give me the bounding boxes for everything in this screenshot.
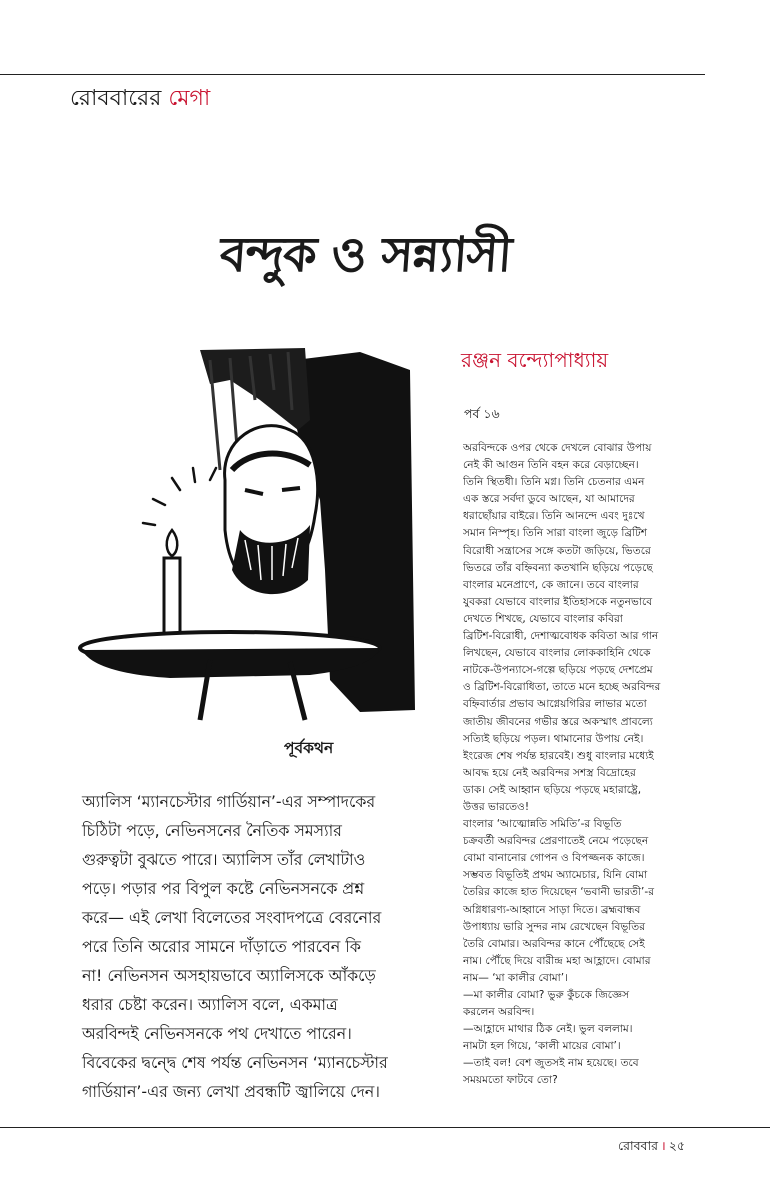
body-line: নামটা হল গিয়ে, ‘কালী মায়ের বোমা’। (463, 1040, 621, 1053)
body-line: তিনি স্থিতধী। তিনি মগ্ন। তিনি চেতনার এমন (463, 476, 645, 489)
body-line: বাংলার মনেপ্রাণে, কে জানে। তবে বাংলার (463, 578, 639, 591)
body-line: যুবকরা যেভাবে বাংলার ইতিহাসকে নতুনভাবে (463, 595, 653, 608)
body-line: অরবিন্দকে ওপর থেকে দেখলে বোঝার উপায় (463, 442, 652, 454)
body-line: ভিতরে তাঁর বহ্নিবন্যা কতখানি ছড়িয়ে পড়েছে (463, 561, 653, 574)
top-rule (0, 74, 705, 75)
body-line: ও ব্রিটিশ-বিরোধিতা, তাতে মনে হচ্ছে অরবিন্দর (463, 681, 661, 694)
body-line: তৈরি বোমার। অরবিন্দর কানে পৌঁছেছে সেই (463, 937, 645, 950)
prologue-line: করে— এই লেখা বিলেতের সংবাদপত্রে বেরনোর (82, 908, 382, 927)
prologue-line: গার্ডিয়ান’-এর জন্য লেখা প্রবন্ধটি জ্বালিয়ে দেন। (82, 1082, 380, 1101)
body-line: সময়মতো ফাটবে তো? (463, 1074, 558, 1087)
author-name: রঞ্জন বন্দ্যোপাধ্যায় (461, 348, 609, 372)
body-line: উত্তর ভারতেও! (463, 800, 530, 813)
body-line: নাটকে-উপন্যাসে-গল্পে ছড়িয়ে পড়ছে দেশপ্রেম (463, 664, 653, 677)
body-line: বাংলার ‘আত্মোন্নতি সমিতি’-র বিভূতি (463, 818, 622, 831)
body-line: —তাই বল! বেশ জুতসই নাম হয়েছে। তবে (463, 1057, 639, 1070)
body-line: ব্রিটিশ-বিরোধী, দেশাত্মবোধক কবিতা আর গান (463, 630, 659, 643)
page-number: ২৫ (668, 1138, 685, 1153)
body-line: বহ্নিবার্তার প্রভাব আগ্নেয়গিরির লাভার মতো (463, 698, 647, 711)
prologue-line: পরে তিনি অরোর সামনে দাঁড়াতে পারবেন কি (82, 937, 361, 956)
section-header-highlight: মেগা (168, 86, 211, 111)
story-title: বন্দুক ও সন্ন্যাসী (218, 227, 513, 283)
section-header (70, 84, 210, 114)
body-line: —মা কালীর বোমা? ভুরু কুঁচকে জিজ্ঞেস (463, 989, 630, 1001)
body-line: সমান নিস্পৃহ। তিনি সারা বাংলা জুড়ে ব্রিটিশ (463, 527, 648, 540)
prologue-line: ধরার চেষ্টা করেন। অ্যালিস বলে, একমাত্র (82, 995, 338, 1014)
body-line: উপাধ্যায় ভারি সুন্দর নাম রেখেছেন বিভূতির (463, 920, 646, 933)
body-line: করলেন অরবিন্দ। (463, 1006, 535, 1019)
body-line: ধরাছোঁয়ার বাইরে। তিনি আনন্দে এবং দুঃখে (463, 510, 645, 523)
body-line: লিখছেন, যেভাবে বাংলার লোককাহিনি থেকে (463, 647, 651, 660)
illustration-candle (164, 558, 180, 642)
body-line: তৈরির কাজে হাত দিয়েছেন ‘ভবানী ভারতী’-র (463, 886, 655, 899)
section-header-prefix: রোববারের (70, 86, 162, 111)
illustration-light-rays (143, 468, 216, 525)
body-line: বোমা বানানোর গোপন ও বিপজ্জনক কাজে। (463, 852, 645, 865)
prologue-line: গুরুত্বটা বুঝতে পারে। অ্যালিস তাঁর লেখাটাও (82, 850, 366, 869)
body-line: ডাক। সেই আহ্বান ছড়িয়ে পড়ছে মহারাষ্ট্রে, (463, 783, 642, 796)
prologue-text (82, 787, 440, 1106)
body-line: নাম— ‘মা কালীর বোমা’। (463, 971, 568, 984)
body-line: সত্যিই ছড়িয়ে পড়ল। থামানোর উপায় নেই। (463, 732, 644, 745)
prologue-line: অরবিন্দই নেভিনসনকে পথ দেখাতে পারেন। (82, 1024, 352, 1043)
body-line: —আহ্লাদে মাথার ঠিক নেই। ভুল বললাম। (463, 1023, 633, 1036)
illustration-candle-flame (167, 530, 178, 556)
footer-separator: । (661, 1138, 666, 1153)
page-footer (618, 1137, 685, 1155)
prologue-line: বিবেকের দ্বন্দ্বে শেষ পর্যন্ত নেভিনসন ‘ম্যানচেস্টার (82, 1053, 388, 1072)
body-line: দেখতে শিখছে, যেভাবে বাংলার কবিরা (463, 612, 623, 625)
candle-portrait-illustration (60, 340, 420, 730)
body-line: ইংরেজ শেষ পর্যন্ত হারবেই। শুধু বাংলার মধ্যেই (463, 749, 654, 762)
prologue-line: না! নেভিনসন অসহায়ভাবে অ্যালিসকে আঁকড়ে (82, 966, 376, 985)
body-line: এক স্তরে সর্বদা ডুবে আছেন, যা আমাদের (463, 493, 635, 506)
prologue-line: পড়ে। পড়ার পর বিপুল কষ্টে নেভিনসনকে প্রশ্ন (82, 879, 365, 898)
body-line: জাতীয় জীবনের গভীর স্তরে অকস্মাৎ প্রাবল্যে (463, 715, 653, 728)
prologue-heading: পূর্বকথন (284, 739, 334, 757)
body-line: আবদ্ধ হয়ে নেই অরবিন্দর সশস্ত্র বিদ্রোহের (463, 766, 636, 779)
prologue-line: চিঠিটা পড়ে, নেভিনসনের নৈতিক সমস্যার (82, 821, 342, 840)
body-line: সম্ভবত বিভূতিই প্রথম অ্যামেচার, যিনি বোমা (463, 869, 648, 882)
body-line: নেই কী আগুন তিনি বহন করে বেড়াচ্ছেন। (463, 459, 639, 472)
body-line: চক্রবর্তী অরবিন্দর প্রেরণাতেই নেমে পড়েছেন (463, 835, 649, 848)
body-line: বিরোধী সন্ত্রাসের সঙ্গে কতটা জড়িয়ে, ভিতরে (463, 544, 651, 557)
episode-number: পর্ব ১৬ (464, 406, 500, 421)
footer-rule (0, 1127, 770, 1128)
article-body (463, 440, 709, 1090)
body-line: নাম। পৌঁছে দিয়ে বারীন্দ্র মহা আহ্লাদে। বোমার (463, 954, 651, 967)
body-line: অগ্নিধারণ্য-আহ্বানে সাড়া দিতে। ব্রহ্মবান্ধব (463, 903, 641, 916)
prologue-line: অ্যালিস ‘ম্যানচেস্টার গার্ডিয়ান’-এর সম্পাদকের (82, 792, 376, 811)
footer-magazine-name: রোববার (618, 1138, 658, 1153)
